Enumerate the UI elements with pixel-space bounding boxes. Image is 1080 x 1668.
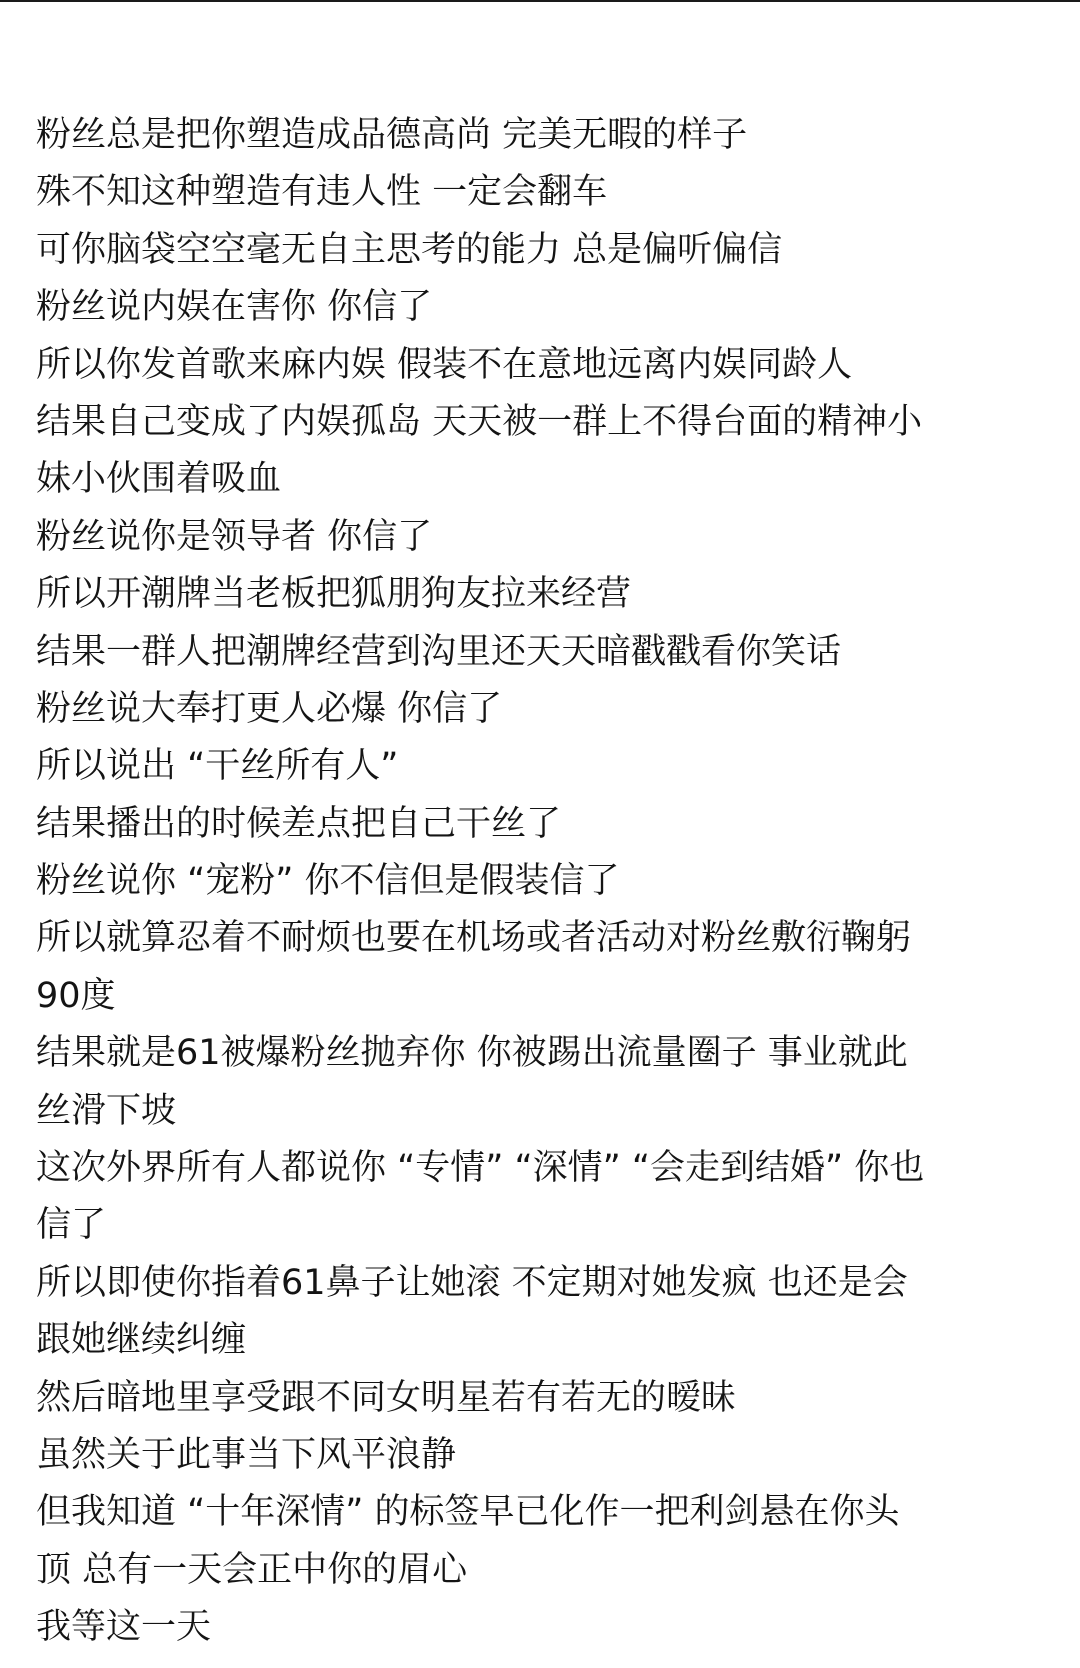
post-line: 信了 [36, 1205, 107, 1246]
post-line: 丝滑下坡 [36, 1090, 177, 1131]
post-line: 结果一群人把潮牌经营到沟里还天天暗戳戳看你笑话 [36, 631, 842, 672]
post-line: 然后暗地里享受跟不同女明星若有若无的暧昧 [36, 1377, 737, 1418]
post-line: 结果自己变成了内娱孤岛 天天被一群上不得台面的精神小 [36, 401, 923, 442]
post-line: 妹小伙围着吸血 [36, 459, 282, 500]
post-line: 所以你发首歌来麻内娱 假装不在意地远离内娱同龄人 [36, 344, 853, 385]
post-line: 这次外界所有人都说你 “专情” “深情” “会走到结婚” 你也 [36, 1148, 925, 1189]
post-line: 粉丝说大奉打更人必爆 你信了 [36, 688, 503, 729]
post-line: 粉丝总是把你塑造成品德高尚 完美无暇的样子 [36, 115, 748, 155]
post-line: 跟她继续纠缠 [36, 1320, 247, 1361]
top-border-line [0, 0, 1080, 2]
post-line: 虽然关于此事当下风平浪静 [36, 1434, 457, 1475]
post-line: 结果就是61被爆粉丝抛弃你 你被踢出流量圈子 事业就此 [36, 1033, 908, 1074]
post-line: 所以开潮牌当老板把狐朋狗友拉来经营 [36, 574, 632, 615]
post-line: 可你脑袋空空毫无自主思考的能力 总是偏听偏信 [36, 229, 783, 270]
post-line: 粉丝说你是领导者 你信了 [36, 516, 433, 557]
post-line: 结果播出的时候差点把自己干丝了 [36, 803, 562, 844]
post-text-body [36, 107, 1046, 1657]
post-line: 所以即使你指着61鼻子让她滚 不定期对她发疯 也还是会 [36, 1262, 908, 1303]
post-line: 但我知道 “十年深情” 的标签早已化作一把利剑悬在你头 [36, 1492, 900, 1533]
post-line: 粉丝说你 “宠粉” 你不信但是假装信了 [36, 861, 620, 902]
blurred-username [60, 70, 260, 110]
post-line: 所以就算忍着不耐烦也要在机场或者活动对粉丝敷衍鞠躬 [36, 918, 912, 959]
post-line: 殊不知这种塑造有违人性 一定会翻车 [36, 172, 608, 213]
post-line: 90度 [36, 975, 116, 1016]
post-line: 所以说出 “干丝所有人” [36, 746, 399, 787]
post-line: 顶 总有一天会正中你的眉心 [36, 1549, 468, 1590]
post-line: 我等这一天 [36, 1607, 212, 1648]
faded-watermark [906, 1618, 1066, 1658]
post-line: 粉丝说内娱在害你 你信了 [36, 287, 433, 328]
